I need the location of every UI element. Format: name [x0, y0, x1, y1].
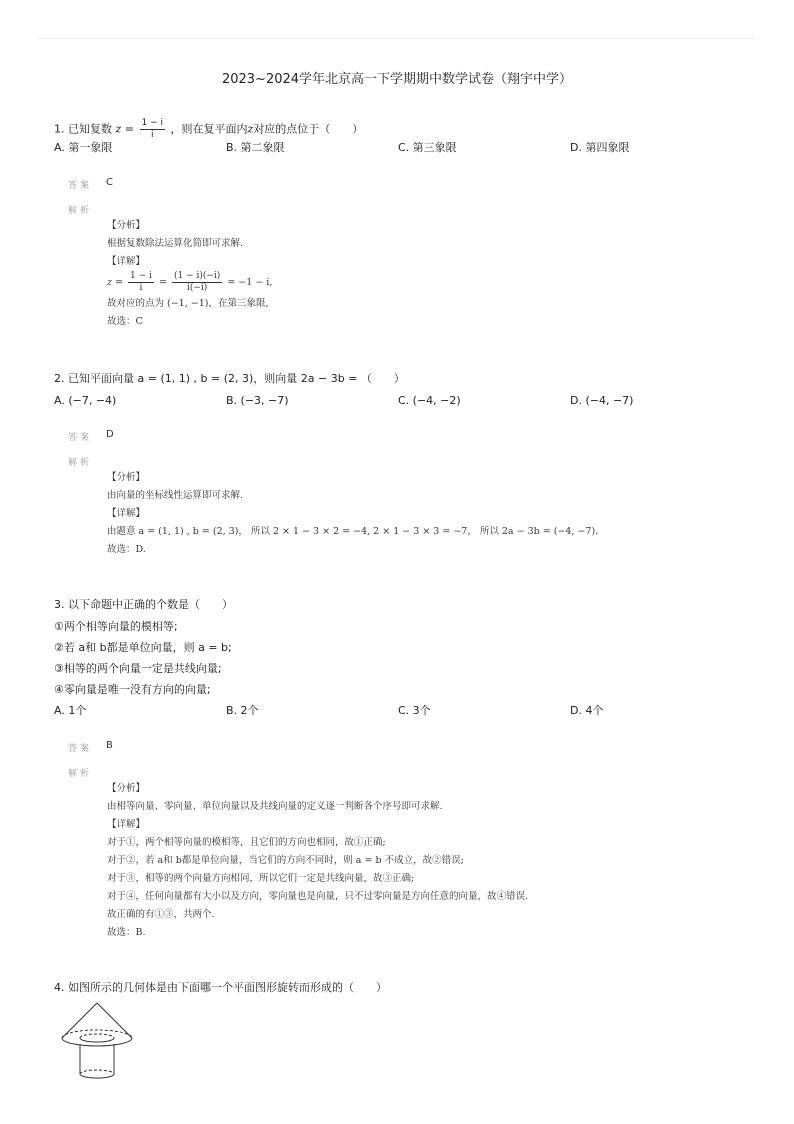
q3-detail-line-5: 故正确的有①③，共两个. — [107, 909, 215, 920]
page-title: 2023~2024学年北京高一下学期期中数学试卷（翔宇中学） — [221, 72, 573, 87]
q3-detail-line-3: 对于③，相等的两个向量方向相同，所以它们一定是共线向量，故③正确; — [107, 873, 415, 884]
q1-option-a[interactable]: A. 第一象限 — [54, 141, 113, 154]
q1-analysis-label: 解析 — [68, 206, 93, 216]
question-1-stem — [54, 118, 363, 141]
q2-solution-line: 由题意 a = (1, 1) , b = (2, 3)， 所以 2 × 1 − 3 × 2 = −4, 2 × 1 − 3 × 3 = −7， 所以 2a − 3b = (−4, −7). — [107, 526, 599, 537]
q1-analysis — [107, 217, 272, 331]
q1-stem-text-2: ，则在复平面内 — [170, 122, 248, 136]
q2-answer-value: D — [106, 429, 114, 440]
q3-analysis-label: 解析 — [68, 769, 93, 779]
q3-item-4: ④零向量是唯一没有方向的向量; — [54, 683, 211, 696]
q3-detail-line-2: 对于②，若 a和 b都是单位向量，当它们的方向不同时，则 a = b 不成立，故②错误; — [107, 855, 464, 866]
q3-fenxi-heading: 【分析】 — [107, 783, 146, 794]
q1-eq-z: z = — [107, 277, 123, 288]
q2-answer-label: 答案 — [68, 433, 93, 443]
q2-fenxi-text: 由向量的坐标线性运算即可求解. — [107, 490, 244, 501]
q2-fenxi-heading: 【分析】 — [107, 472, 146, 483]
cone-right-edge — [97, 1003, 132, 1038]
q1-fraction — [140, 118, 166, 141]
cylinder-top-front — [80, 1038, 114, 1042]
q2-option-b[interactable]: B. (−3, −7) — [226, 394, 289, 407]
top-divider — [38, 38, 756, 39]
q1-option-c[interactable]: C. 第三象限 — [398, 141, 457, 154]
q3-item-3: ③相等的两个向量一定是共线向量; — [54, 662, 222, 675]
q1-z-equals: z = — [115, 122, 135, 136]
q3-analysis — [107, 780, 528, 942]
q1-eq-f2-den: i(−i) — [186, 283, 208, 293]
q1-eq-f2-num: (1 − i)(−i) — [173, 271, 221, 281]
q1-solution-equation — [107, 271, 272, 295]
q1-answer-label: 答案 — [68, 181, 93, 191]
q1-answer-value: C — [106, 177, 113, 188]
q4-solid-figure — [52, 1000, 142, 1088]
q1-fraction-numerator: 1 − i — [141, 118, 164, 128]
q3-option-d[interactable]: D. 4个 — [570, 704, 604, 717]
q1-conclusion: 故选：C — [107, 316, 143, 327]
q1-option-d[interactable]: D. 第四象限 — [570, 141, 630, 154]
q2-analysis — [107, 469, 598, 559]
q1-eq-fraction-2 — [172, 271, 222, 294]
q1-eq-fraction-1 — [128, 271, 154, 294]
q3-option-a[interactable]: A. 1个 — [54, 704, 87, 717]
q1-solution-line-3: 故对应的点为 (−1, −1)，在第三象限, — [107, 298, 269, 309]
q1-option-b[interactable]: B. 第二象限 — [226, 141, 285, 154]
q1-eq-mid: = — [158, 277, 167, 288]
cone-left-edge — [62, 1003, 97, 1038]
q1-fenxi-heading: 【分析】 — [107, 220, 146, 231]
q1-stem-text-3: 对应的点位于（ ） — [253, 122, 364, 136]
q2-option-c[interactable]: C. (−4, −2) — [398, 394, 461, 407]
q1-z-variable: z — [247, 122, 254, 136]
cylinder-bottom-back — [80, 1070, 114, 1074]
q3-option-c[interactable]: C. 3个 — [398, 704, 431, 717]
question-3-stem: 3. 以下命题中正确的个数是（ ） — [54, 598, 233, 611]
q1-fraction-denominator: i — [151, 130, 154, 140]
q2-xiangjie-heading: 【详解】 — [107, 508, 146, 519]
cylinder-top-back — [80, 1034, 114, 1038]
cylinder-bottom-front — [80, 1074, 114, 1078]
q3-conclusion: 故选：B. — [107, 927, 146, 938]
q3-item-1: ①两个相等向量的模相等; — [54, 620, 178, 633]
q3-fenxi-text: 由相等向量、零向量、单位向量以及共线向量的定义逐一判断各个序号即可求解. — [107, 801, 443, 812]
q3-xiangjie-heading: 【详解】 — [107, 819, 146, 830]
q3-detail-line-1: 对于①，两个相等向量的模相等，且它们的方向也相同，故①正确; — [107, 837, 386, 848]
q1-xiangjie-heading: 【详解】 — [107, 256, 146, 267]
q3-item-2: ②若 a和 b都是单位向量，则 a = b; — [54, 641, 232, 654]
q3-option-b[interactable]: B. 2个 — [226, 704, 259, 717]
cone-on-cylinder-figure — [52, 1000, 142, 1084]
q1-eq-end: = −1 − i, — [227, 277, 273, 288]
q1-eq-f1-num: 1 − i — [130, 271, 152, 281]
q2-conclusion: 故选：D. — [107, 544, 146, 555]
q2-analysis-label: 解析 — [68, 458, 93, 468]
q1-fenxi-text: 根据复数除法运算化简即可求解. — [107, 238, 244, 249]
q3-answer-value: B — [106, 740, 113, 751]
q3-answer-label: 答案 — [68, 744, 93, 754]
question-2-stem: 2. 已知平面向量 a = (1, 1) , b = (2, 3)，则向量 2a − 3b = （ ） — [54, 372, 405, 385]
q1-eq-f1-den: i — [139, 283, 143, 293]
question-4-stem: 4. 如图所示的几何体是由下面哪一个平面图形旋转而形成的（ ） — [54, 981, 387, 994]
q3-detail-line-4: 对于④，任何向量都有大小以及方向，零向量也是向量，只不过零向量是方向任意的向量，故④错误. — [107, 891, 529, 902]
q1-stem-text: 1. 已知复数 — [54, 122, 112, 136]
q2-option-d[interactable]: D. (−4, −7) — [570, 394, 634, 407]
q2-option-a[interactable]: A. (−7, −4) — [54, 394, 117, 407]
